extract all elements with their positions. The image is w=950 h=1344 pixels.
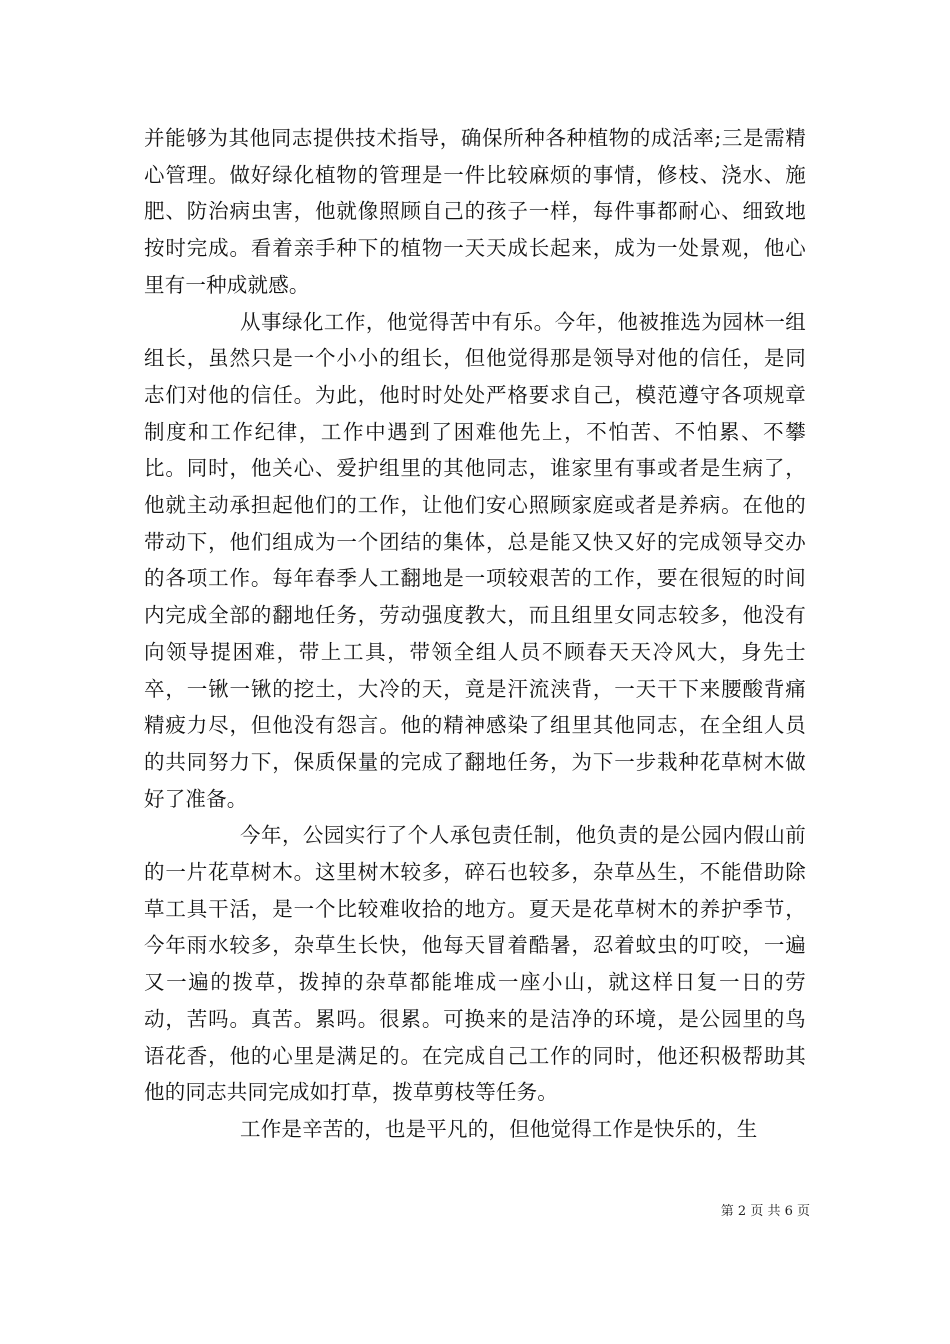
- document-body: [144, 120, 806, 1148]
- paragraph-4: 工作是辛苦的，也是平凡的，但他觉得工作是快乐的，生: [240, 1116, 758, 1141]
- paragraph-3: 今年，公园实行了个人承包责任制，他负责的是公园内假山前的一片花草树木。这里树木较多，碎石也较多，杂草丛生，不能借助除草工具干活，是一个比较难收拾的地方。夏天是花草树木的养护季节，今年雨水较多，杂草生长快，他每天冒着酷暑，忍着蚊虫的叮咬，一遍又一遍的拨草，拨掉的杂草都能堆成一座小山，就这样日复一日的劳动，苦吗。真苦。累吗。很累。可换来的是洁净的环境，是公园里的鸟语花香，他的心里是满足的。在完成自己工作的同时，他还积极帮助其他的同志共同完成如打草，拨草剪枝等任务。: [144, 823, 806, 1105]
- paragraph-1: 并能够为其他同志提供技术指导，确保所种各种植物的成活率;三是需精心管理。做好绿化植物的管理是一件比较麻烦的事情，修枝、浇水、施肥、防治病虫害，他就像照顾自己的孩子一样，每件事都耐心、细致地按时完成。看着亲手种下的植物一天天成长起来，成为一处景观，他心里有一种成就感。: [144, 126, 806, 297]
- paragraph-2: 从事绿化工作，他觉得苦中有乐。今年，他被推选为园林一组组长，虽然只是一个小小的组长，但他觉得那是领导对他的信任，是同志们对他的信任。为此，他时时处处严格要求自己，模范遵守各项规章制度和工作纪律，工作中遇到了困难他先上，不怕苦、不怕累、不攀比。同时，他关心、爱护组里的其他同志，谁家里有事或者是生病了，他就主动承担起他们的工作，让他们安心照顾家庭或者是养病。在他的带动下，他们组成为一个团结的集体，总是能又快又好的完成领导交办的各项工作。每年春季人工翻地是一项较艰苦的工作，要在很短的时间内完成全部的翻地任务，劳动强度教大，而且组里女同志较多，他没有向领导提困难，带上工具，带领全组人员不顾春天天冷风大，身先士卒，一锹一锹的挖土，大冷的天，竟是汗流浃背，一天干下来腰酸背痛精疲力尽，但他没有怨言。他的精神感染了组里其他同志，在全组人员的共同努力下，保质保量的完成了翻地任务，为下一步栽种花草树木做好了准备。: [144, 309, 806, 811]
- page-number-footer: 第 2 页 共 6 页: [720, 1204, 810, 1219]
